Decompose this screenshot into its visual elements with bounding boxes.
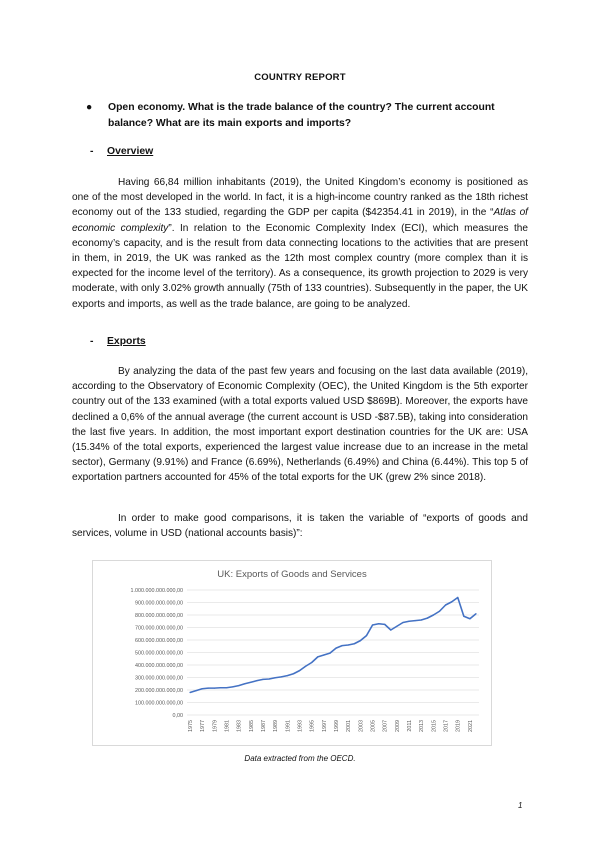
overview-text-b: ”. In relation to the Economic Complexity Index (ECI), which measures the economy’s capacity, and is the result from data connecting locations to the activities that are present in them, in 2019, the UK was ranked as the 12th most complex country (more complex than it is expected for the income level of the territory). As a consequence, its growth projection to 2029 is very moderate, with only 3.02% growth annually (75th of 133 countries). Subsequently in the paper, the UK exports and imports, as well as the trade balance, are going to be analyzed. — [72, 222, 528, 310]
data-point — [195, 690, 196, 691]
data-point — [372, 624, 373, 625]
x-tick-label: 1995 — [309, 720, 316, 732]
data-point — [232, 686, 233, 687]
data-point — [208, 688, 209, 689]
data-point — [287, 675, 288, 676]
x-tick-label: 1989 — [273, 720, 280, 732]
data-point — [402, 622, 403, 623]
data-point — [269, 678, 270, 679]
data-point — [475, 613, 476, 614]
x-tick-label: 1993 — [297, 720, 304, 732]
x-tick-label: 1983 — [236, 720, 243, 732]
data-point — [226, 687, 227, 688]
bullet-dot-icon: ● — [86, 102, 93, 113]
data-point — [439, 611, 440, 612]
section-dash: - — [90, 146, 94, 157]
y-tick-label: 500.000.000.000,00 — [135, 650, 183, 657]
exports-paragraph: By analyzing the data of the past few years and focusing on the last data available (2019), according to the Observatory of Economic Complexity (OEC), the United Kingdom is the 5th exporter country out of the 133 examined (with a total exports valued USD $869B). Moreover, the exports have declined a 0,6% of the annual average (the current account is USD -$87.5B), taking into consideration the last five years. In addition, the most important export destination countries for the UK are: USA (15.34% of the total exports, experienced the largest value increase due to an increase in the metal sector), Germany (9.91%) and France (6.69%), Netherlands (6.49%) and China (6.44%). This top 5 of exportation partners accounted for 45% of the total exports for the UK (grew 2% since 2018). — [72, 366, 528, 484]
x-tick-label: 1981 — [224, 720, 231, 732]
x-tick-label: 1985 — [248, 720, 255, 732]
data-point — [354, 643, 355, 644]
data-point — [293, 673, 294, 674]
y-tick-label: 700.000.000.000,00 — [135, 625, 183, 632]
x-tick-label: 1991 — [285, 720, 292, 732]
data-point — [427, 618, 428, 619]
question-bullet — [86, 100, 526, 132]
page-title: COUNTRY REPORT — [254, 72, 346, 83]
data-point — [451, 601, 452, 602]
y-tick-label: 600.000.000.000,00 — [135, 638, 183, 644]
data-point — [189, 692, 190, 693]
data-point — [366, 635, 367, 636]
x-tick-label: 1979 — [212, 720, 219, 732]
bullet-text: Open economy. What is the trade balance of the country? The current account balance? What are its main exports and imports? — [108, 102, 495, 129]
data-point — [311, 662, 312, 663]
data-point — [348, 644, 349, 645]
y-tick-label: 0,00 — [172, 713, 183, 719]
data-point — [433, 614, 434, 615]
x-tick-label: 1975 — [188, 720, 194, 732]
overview-paragraph — [72, 175, 528, 312]
x-tick-label: 1987 — [261, 720, 268, 732]
x-tick-label: 2011 — [407, 720, 414, 732]
overview-text-a: Having 66,84 million inhabitants (2019), the United Kingdom’s economy is positioned as one of the most developed in the world. In fact, it is a high-income country ranked as the 18th richest economy out of the 133 studied, regarding the GDP per capita ($42354.41 in 2019), in the “ — [72, 177, 528, 219]
page-number: 1 — [518, 801, 523, 810]
overview-heading-text: Overview — [107, 146, 154, 157]
data-point — [329, 653, 330, 654]
data-point — [256, 680, 257, 681]
x-tick-label: 2021 — [467, 720, 474, 732]
x-tick-label: 1977 — [200, 720, 207, 732]
y-tick-label: 300.000.000.000,00 — [135, 675, 183, 682]
x-tick-label: 2017 — [443, 720, 450, 732]
data-point — [415, 620, 416, 621]
data-point — [445, 604, 446, 605]
data-point — [275, 677, 276, 678]
x-tick-label: 2003 — [358, 720, 365, 732]
section-dash: - — [90, 336, 94, 347]
data-point — [220, 687, 221, 688]
atlas-title-emphasis: Atlas of economic complexity — [72, 207, 528, 234]
y-tick-label: 100.000.000.000,00 — [135, 700, 183, 707]
data-point — [390, 629, 391, 630]
data-point — [214, 688, 215, 689]
data-point — [408, 621, 409, 622]
data-point — [317, 656, 318, 657]
data-point — [281, 676, 282, 677]
data-point — [396, 626, 397, 627]
data-point — [299, 670, 300, 671]
y-tick-label: 200.000.000.000,00 — [135, 688, 183, 694]
data-point — [244, 683, 245, 684]
x-tick-label: 2013 — [419, 720, 426, 732]
y-tick-label: 1.000.000.000.000,00 — [130, 588, 183, 594]
x-tick-label: 1997 — [321, 720, 328, 732]
exports-chart — [92, 560, 492, 746]
data-point — [335, 648, 336, 649]
x-tick-label: 2019 — [455, 720, 462, 732]
data-point — [250, 682, 251, 683]
x-tick-label: 1999 — [334, 720, 341, 732]
exports-chart-svg — [93, 561, 491, 745]
x-tick-label: 2009 — [394, 720, 401, 732]
exports-series-line — [190, 598, 476, 693]
data-point — [360, 640, 361, 641]
chart-title: UK: Exports of Goods and Services — [217, 569, 367, 580]
data-point — [342, 645, 343, 646]
y-tick-label: 800.000.000.000,00 — [135, 613, 183, 619]
data-point — [305, 666, 306, 667]
x-tick-label: 2001 — [346, 720, 353, 732]
x-tick-label: 2015 — [431, 720, 438, 732]
exports-heading-text: Exports — [107, 336, 146, 347]
data-point — [421, 619, 422, 620]
chart-caption: Data extracted from the OECD. — [244, 754, 356, 763]
overview-heading — [90, 146, 153, 157]
data-point — [463, 616, 464, 617]
y-tick-label: 400.000.000.000,00 — [135, 663, 183, 669]
data-point — [238, 685, 239, 686]
data-point — [323, 654, 324, 655]
exports-heading — [90, 336, 146, 347]
data-point — [378, 623, 379, 624]
y-tick-label: 900.000.000.000,00 — [135, 600, 183, 607]
x-tick-label: 2005 — [370, 720, 377, 732]
x-tick-label: 2007 — [382, 720, 389, 732]
comparison-paragraph: In order to make good comparisons, it is taken the variable of “exports of goods and services, volume in USD (national accounts basis)”: — [72, 513, 528, 540]
data-point — [202, 688, 203, 689]
data-point — [262, 679, 263, 680]
data-point — [469, 618, 470, 619]
data-point — [384, 624, 385, 625]
data-point — [457, 597, 458, 598]
